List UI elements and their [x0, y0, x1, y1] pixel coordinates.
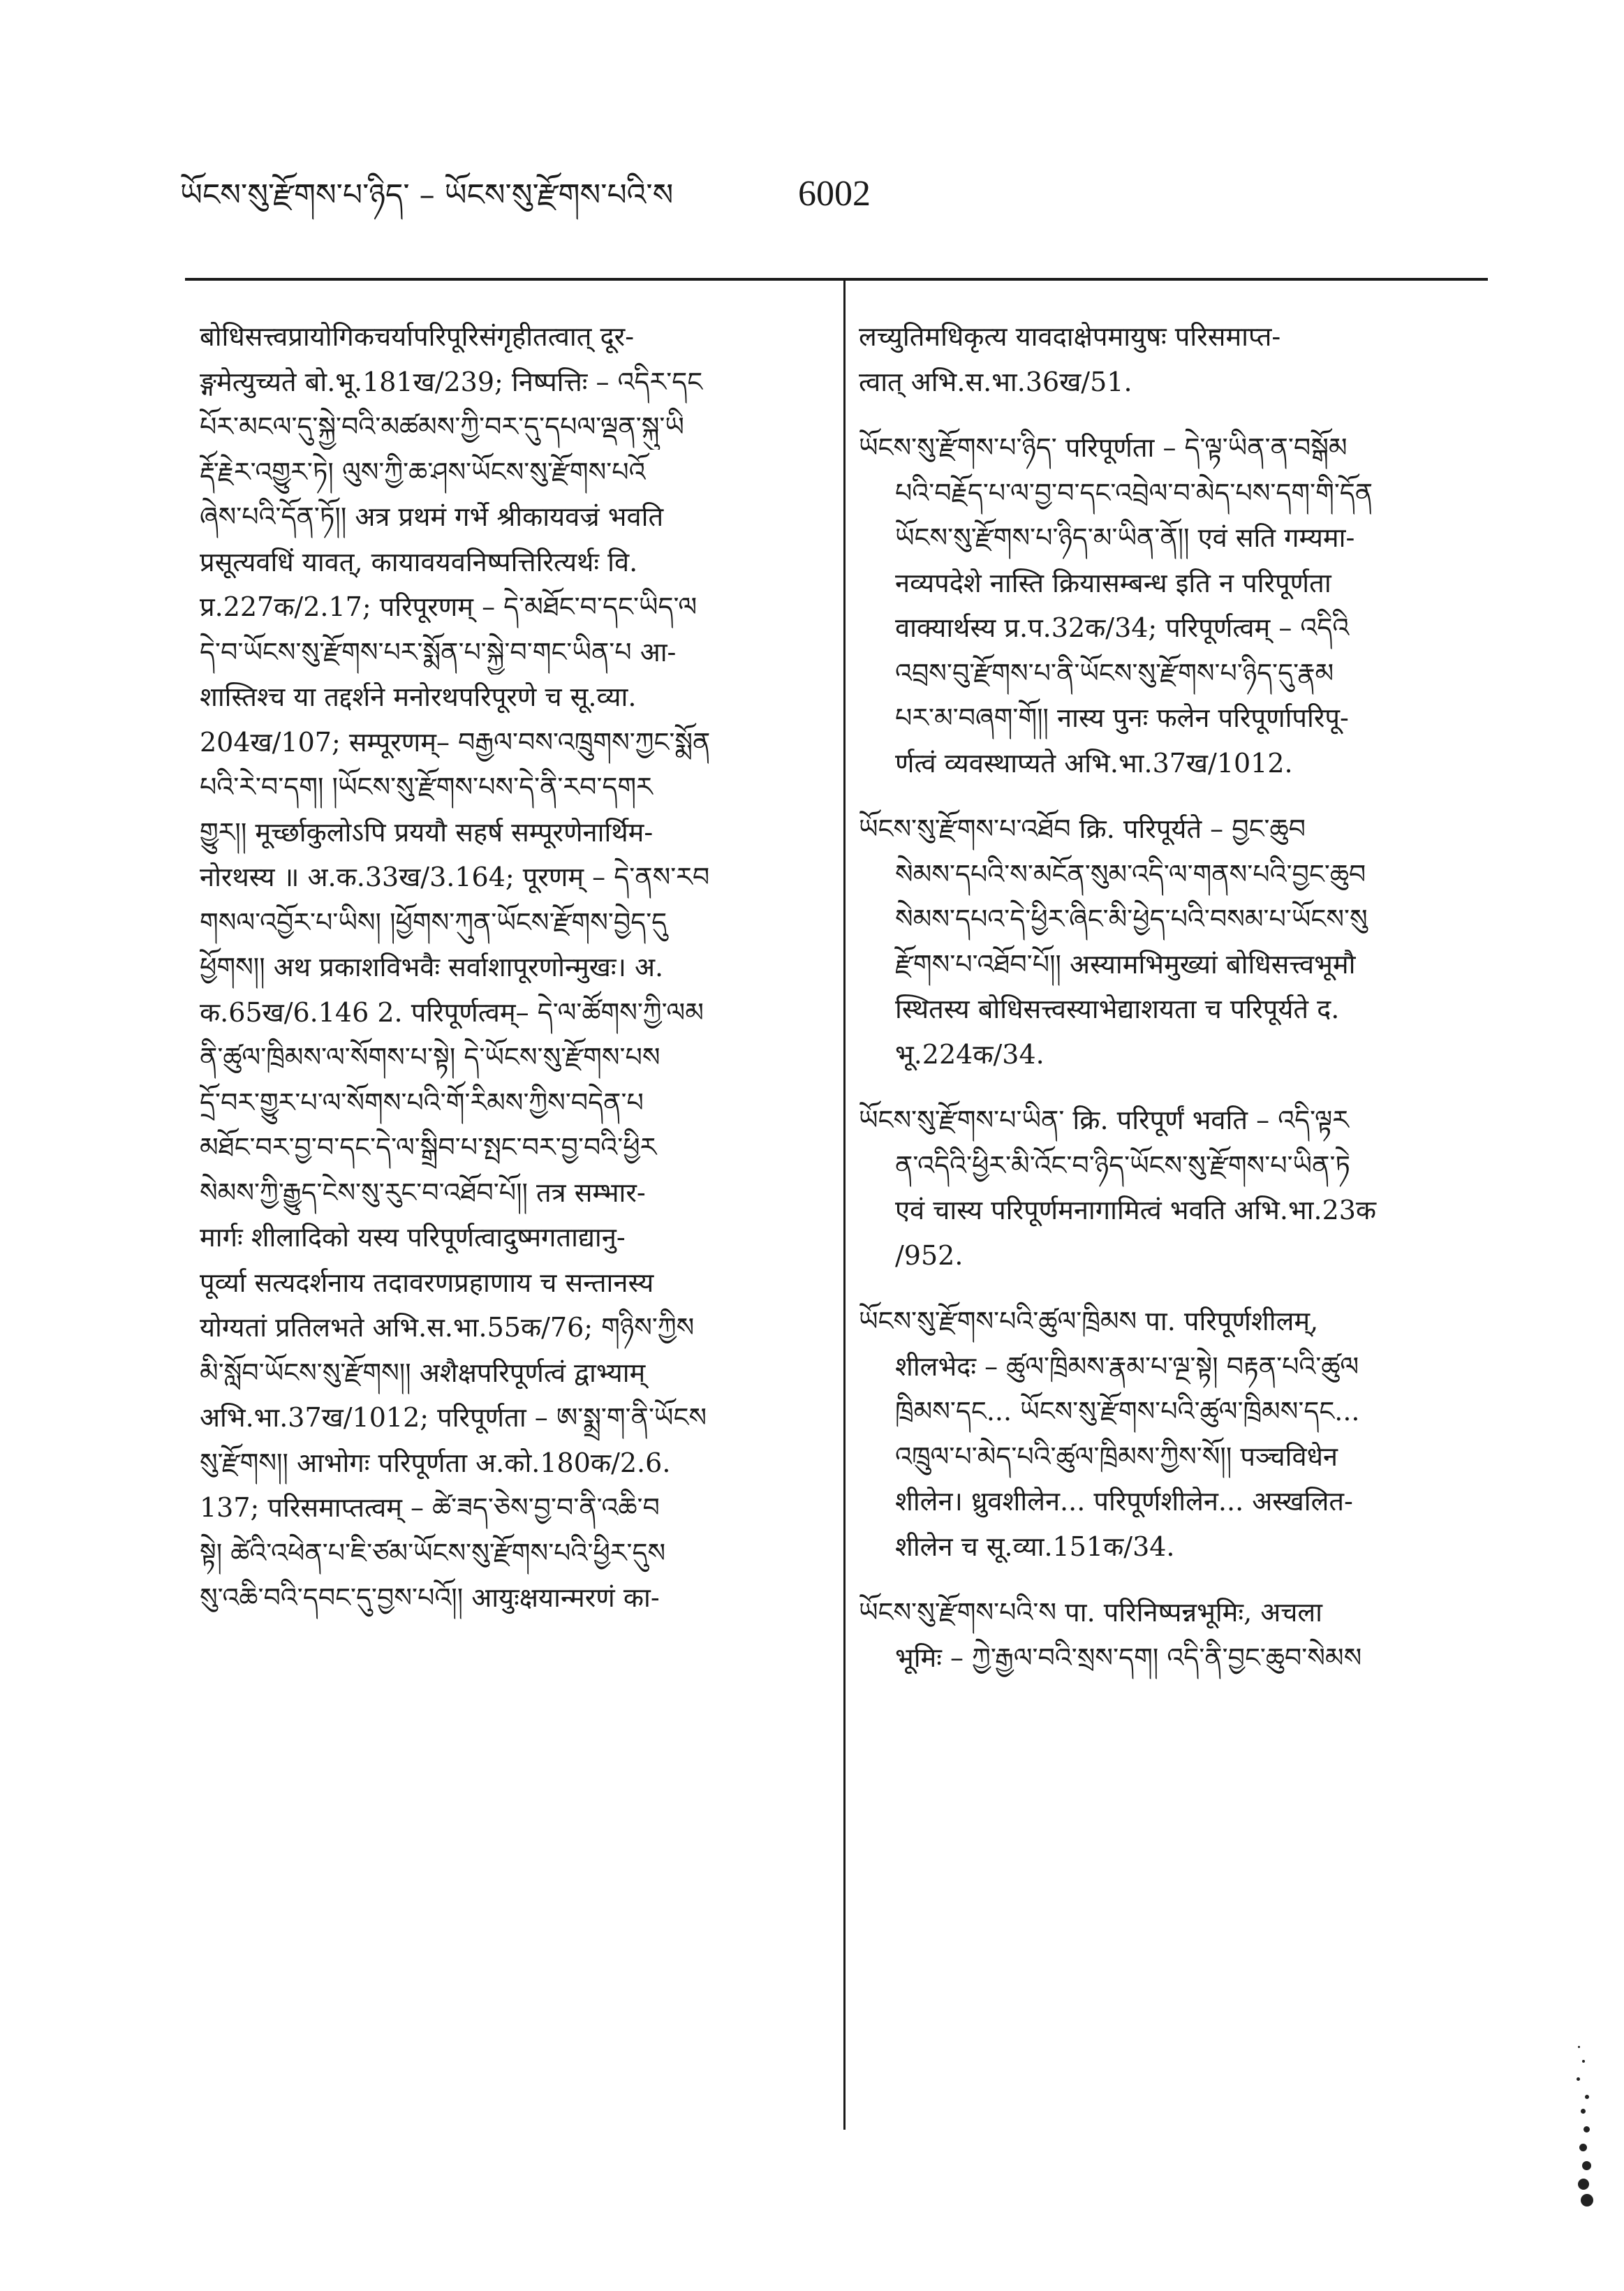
- speck: [1582, 2161, 1591, 2170]
- text-line: अभि.भा.37ख/1012; परिपूर्णता – ཨ་སྨྲ་ག་ནི་ཡོངས: [200, 1402, 707, 1433]
- text-line: नोरथस्य ॥ अ.क.33ख/3.164; पूरणम् – དེ་ནས་རབ: [200, 862, 710, 892]
- text-line: 204ख/107; सम्पूरणम्– བརྒྱལ་བས་འཁྲུགས་ཀྱང་སྨོན: [200, 726, 711, 758]
- text-line: མི་སློབ་ཡོངས་སུ་རྫོགས།། अशैक्षपरिपूर्णत्वं द्वाभ्याम्: [200, 1357, 646, 1388]
- speck: [1582, 2060, 1585, 2063]
- entry-gap: [859, 786, 1494, 806]
- text-line: स्थितस्य बोधिसत्त्वस्याभेद्याशयता च परिपूर्यते द.: [895, 994, 1340, 1024]
- right-column: [859, 314, 1494, 1680]
- text-line: शीलभेदः – ཚུལ་ཁྲིམས་རྣམ་པ་ལྔ་སྟེ། བརྟན་པའི་ཚུལ: [895, 1350, 1359, 1382]
- entry-headword-line: ཡོངས་སུ་རྫོགས་པའི་ས पा. परिनिष्पन्नभूमिः, अचला: [859, 1597, 1322, 1628]
- text-line: क.65ख/6.146 2. परिपूर्णत्वम्– དེ་ལ་ཚོགས་ཀྱི་ལམ: [200, 996, 704, 1028]
- text-line: त्वात् अभि.स.भा.36ख/51.: [859, 366, 1132, 397]
- dictionary-entry: [859, 425, 1494, 786]
- text-line: भू.224क/34.: [895, 1038, 1044, 1070]
- text-line: ཡོངས་སུ་རྫོགས་པ་ཉིད་མ་ཡིན་ནོ།། एवं सति गम्यमा-: [895, 522, 1355, 553]
- entry-gap: [859, 1278, 1494, 1299]
- entry-gap: [859, 404, 1494, 425]
- text-line: ནི་ཚུལ་ཁྲིམས་ལ་སོགས་པ་སྟེ། དེ་ཡོངས་སུ་རྫོགས་པས: [200, 1042, 660, 1073]
- entry-headword-line: ཡོངས་སུ་རྫོགས་པའི་ཚུལ་ཁྲིམས पा. परिपूर्णशीलम्,: [859, 1306, 1319, 1336]
- speck: [1578, 2179, 1589, 2190]
- speck: [1579, 2144, 1587, 2151]
- text-line: དྲོ་བར་གྱུར་པ་ལ་སོགས་པའི་གོ་རིམས་ཀྱིས་བདེན་པ: [200, 1086, 644, 1118]
- text-line: ཞེས་པའི་དོན་ཏོ།། अत्र प्रथमं गर्भे श्रीकायवज्रं भवति: [200, 501, 664, 532]
- text-line: པའི་རེ་བ་དག། །ཡོངས་སུ་རྫོགས་པས་དེ་ནི་རབ་དགར: [200, 772, 653, 802]
- text-line: པའི་བརྗོད་པ་ལ་བྱ་བ་དང་འབྲེལ་བ་མེད་པས་དག་གི་དོན: [895, 477, 1373, 508]
- speck: [1577, 2077, 1580, 2081]
- text-line: ཁྲིམས་དང... ཡོངས་སུ་རྫོགས་པའི་ཚུལ་ཁྲིམས་དང...: [895, 1396, 1360, 1427]
- text-line: སེམས་ཀྱི་རྒྱུད་ངེས་སུ་རུང་བ་འཐོབ་པོ།། तत्र सम्भार-: [200, 1177, 646, 1208]
- entry-headword-line: ཡོངས་སུ་རྫོགས་པ་འཐོབ क्रि. परिपूर्यते – བྱང་ཆུབ: [859, 813, 1306, 844]
- entry-headword-line: ཡོངས་སུ་རྫོགས་པ་ཉིད་ परिपूर्णता – དེ་ལྟ་ཡིན་ན་བསྒོམ: [859, 432, 1348, 463]
- entry-headword-line: ཡོངས་སུ་རྫོགས་པ་ཡིན་ क्रि. परिपूर्णं भवति – འདི་ལྟར: [859, 1105, 1349, 1135]
- text-line: पूर्व्या सत्यदर्शनाय तदावरणप्रहाणाय च सन्तानस्य: [200, 1267, 654, 1298]
- text-line: शास्तिश्च या तद्दर्शने मनोरथपरिपूरणे च सू.व्या.: [200, 682, 637, 712]
- text-line: मार्गः शीलादिको यस्य परिपूर्णत्वादुष्मगताद्यानु-: [200, 1222, 626, 1253]
- speck: [1584, 2126, 1590, 2132]
- page-number: 6002: [798, 174, 871, 214]
- text-line: སུ་འཆི་བའི་དབང་དུ་བྱས་པའོ།། आयुःक्षयान्मरणं का-: [200, 1582, 660, 1613]
- text-line: बोधिसत्त्वप्रायोगिकचर्यापरिपूरिसंगृहीतत्वात् दूर-: [200, 321, 635, 352]
- text-line: འབྲས་བུ་རྫོགས་པ་ནི་ཡོངས་སུ་རྫོགས་པ་ཉིད་དུ་རྣམ: [895, 657, 1334, 688]
- text-line: ङ्गमेत्युच्यते बो.भू.181ख/239; निष्पत्तिः – འདིར་དང: [200, 366, 703, 397]
- text-line: གསལ་འབྱོར་པ་ཡིས། །ཕྱོགས་ཀུན་ཡོངས་རྫོགས་བྱེད་དུ: [200, 906, 667, 938]
- dictionary-entry: [859, 1098, 1494, 1278]
- entry-gap: [859, 1077, 1494, 1098]
- text-line: ན་འདིའི་ཕྱིར་མི་འོང་བ་ཉིད་ཡོངས་སུ་རྫོགས་པ་ཡིན་ཏེ: [895, 1149, 1351, 1181]
- text-line: རྡོ་རྗེར་འགྱུར་ཏེ། ལུས་ཀྱི་ཆ་ཤས་ཡོངས་སུ་རྫོགས་པའོ: [200, 456, 646, 487]
- text-line: र्णत्वं व्यवस्थाप्यते अभि.भा.37ख/1012.: [895, 747, 1293, 779]
- text-line: योग्यतां प्रतिलभते अभि.स.भा.55क/76; གཉིས་ཀྱིས: [200, 1312, 695, 1343]
- text-line: लच्युतिमधिकृत्य यावदाक्षेपमायुषः परिसमाप्त-: [859, 321, 1281, 352]
- text-line: प्र.227क/2.17; परिपूरणम् – དེ་མཐོང་བ་དང་ཡིད་ལ: [200, 591, 697, 622]
- text-line: རྫོགས་པ་འཐོབ་པོ།། अस्यामभिमुख्यां बोधिसत्त्वभूमौ: [895, 948, 1356, 980]
- scan-artifact: [1557, 2039, 1599, 2207]
- left-column: [200, 314, 828, 1621]
- text-line: प्रसूत्यवधिं यावत्, कायावयवनिष्पत्तिरित्यर्थः वि.: [200, 546, 638, 577]
- text-line: एवं चास्य परिपूर्णमनागामित्वं भवति अभि.भा.23क: [895, 1195, 1377, 1225]
- text-line: པར་མ་བཞག་གོ།། नास्य पुनः फलेन परिपूर्णापरिपू-: [895, 702, 1349, 733]
- text-line: शीलेन। ध्रुवशीलेन... परिपूर्णशीलेन... अस्खलित-: [895, 1486, 1353, 1517]
- running-head: ཡོངས་སུ་རྫོགས་པ་ཉིད་ – ཡོངས་སུ་རྫོགས་པའི་ས: [180, 177, 674, 213]
- text-line: ཕྱོགས།། अथ प्रकाशविभवैः सर्वाशापूरणोन्मुखः। अ.: [200, 952, 664, 982]
- page-header: [180, 168, 1493, 230]
- speck: [1585, 2095, 1589, 2099]
- text-line: མཐོང་བར་བྱ་བ་དང་དེ་ལ་སྒྲིབ་པ་སྤང་བར་བྱ་བའི་ཕྱིར: [200, 1132, 657, 1163]
- text-line: भूमिः – ཀྱེ་རྒྱལ་བའི་སྲས་དག། འདི་ནི་བྱང་ཆུབ་སེམས: [895, 1642, 1362, 1673]
- dictionary-entry: [859, 314, 1494, 404]
- text-line: སུ་རྫོགས།། आभोगः परिपूर्णता अ.को.180क/2.6.: [200, 1447, 671, 1478]
- speck: [1581, 2109, 1586, 2114]
- text-line: སེམས་དཔའི་ས་མངོན་སུམ་འདི་ལ་གནས་པའི་བྱང་ཆུབ: [895, 858, 1366, 890]
- text-line: शीलेन च सू.व्या.151क/34.: [895, 1531, 1175, 1562]
- dictionary-entry: [859, 1299, 1494, 1569]
- speck: [1581, 2194, 1593, 2207]
- text-line: འཁྲུལ་པ་མེད་པའི་ཚུལ་ཁྲིམས་ཀྱིས་སོ།། पञ्चविधेन: [895, 1441, 1338, 1472]
- text-line: གྱུར།། मूर्च्छाकुलोऽपि प्रययौ सहर्ष सम्पूरणेनार्थिम-: [200, 816, 654, 848]
- column-divider: [843, 279, 846, 2130]
- text-line: वाक्यार्थस्य प्र.प.32क/34; परिपूर्णत्वम् – འདིའི: [895, 612, 1350, 643]
- speck: [1578, 2046, 1580, 2048]
- text-line: པོར་མངལ་དུ་སྐྱེ་བའི་མཚམས་ཀྱི་བར་དུ་དཔལ་ལྡན་སྐུ་ཡི: [200, 411, 684, 442]
- entry-gap: [859, 1569, 1494, 1590]
- text-line: नव्यपदेशे नास्ति क्रियासम्बन्ध इति न परिपूर्णता: [895, 567, 1331, 598]
- text-line: /952.: [895, 1239, 964, 1271]
- dictionary-entry: [859, 1590, 1494, 1680]
- dictionary-entry: [859, 806, 1494, 1077]
- header-rule: [185, 278, 1488, 281]
- text-line: 137; परिसमाप्तत्वम् – ཚེ་ཟད་ཅེས་བྱ་བ་ནི་འཆི་བ: [200, 1492, 660, 1523]
- text-line: དེ་བ་ཡོངས་སུ་རྫོགས་པར་སྨོན་པ་སྐྱེ་བ་གང་ཡིན་པ आ-: [200, 636, 677, 668]
- text-line: སེམས་དཔའ་དེ་ཕྱིར་ཞིང་མི་ཕྱེད་པའི་བསམ་པ་ཡོངས་སུ: [895, 904, 1368, 934]
- text-line: སྟེ། ཚེའི་འཕེན་པ་ཇི་ཙམ་ཡོངས་སུ་རྫོགས་པའི་ཕྱིར་དུས: [200, 1537, 666, 1568]
